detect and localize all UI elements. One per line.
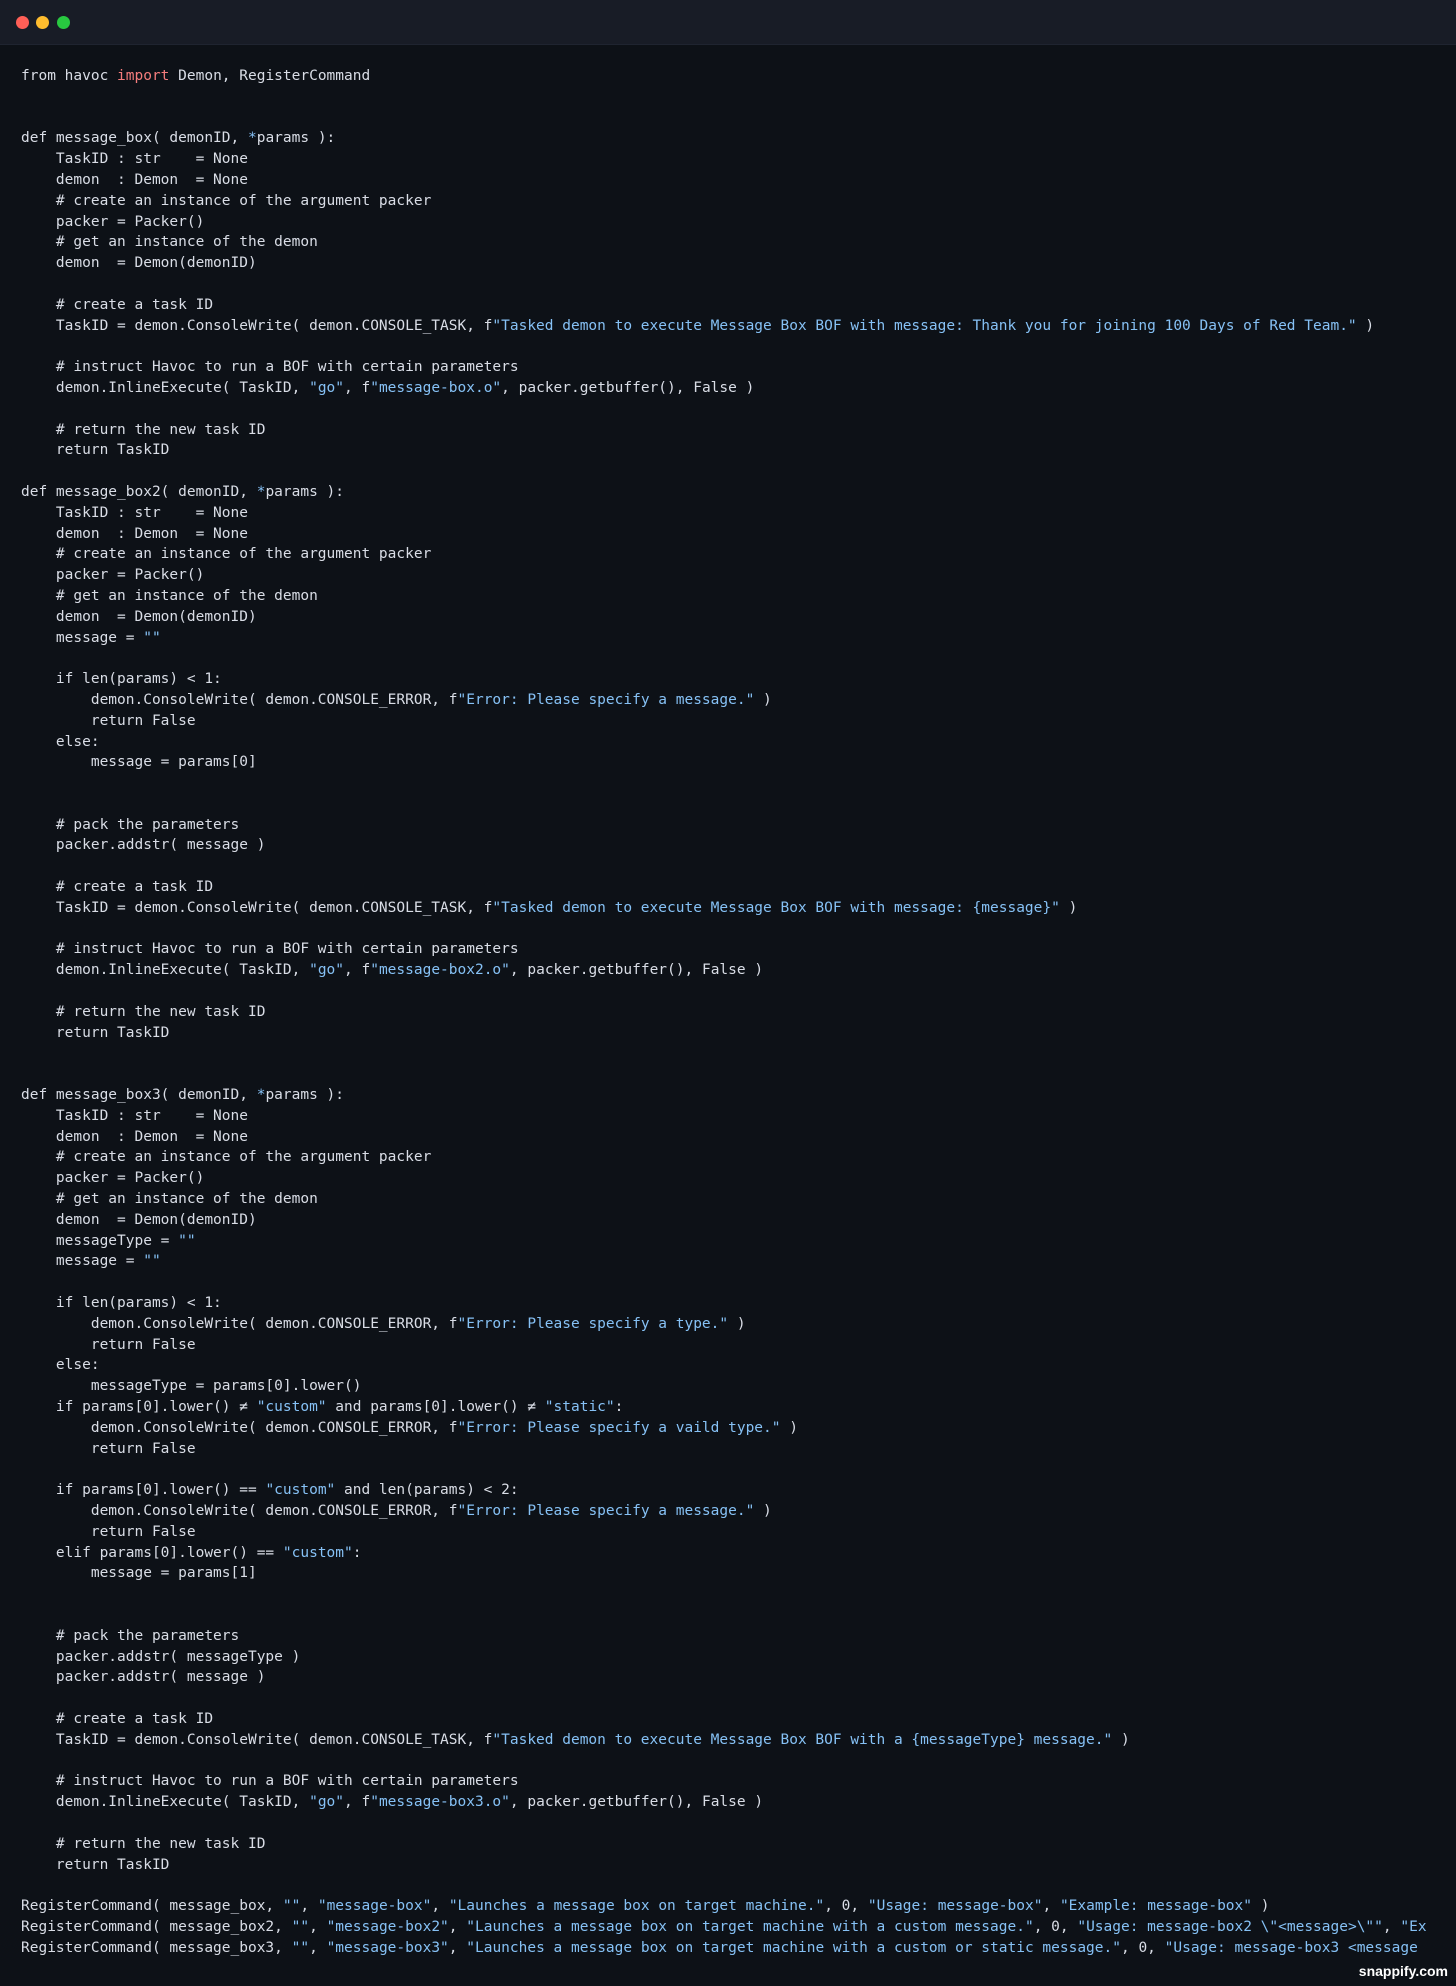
code-text: return False (21, 1440, 196, 1457)
code-text: # pack the parameters (21, 816, 240, 833)
code-line (21, 357, 1456, 378)
code-text: demon.ConsoleWrite( demon.CONSOLE_ERROR, f (21, 1315, 458, 1332)
zoom-button[interactable] (57, 16, 70, 29)
code-string: "" (143, 1253, 161, 1270)
code-line (21, 1043, 1456, 1064)
code-text: TaskID : str = None (21, 151, 248, 168)
code-text: if params[0].lower() == (21, 1482, 266, 1499)
code-operator: * (256, 1087, 266, 1104)
code-line (21, 316, 1456, 337)
code-text: TaskID = demon.ConsoleWrite( demon.CONSOLE_TASK, f (21, 317, 493, 334)
code-string: "custom" (265, 1482, 336, 1499)
code-line (21, 1335, 1456, 1356)
code-line (21, 87, 1456, 108)
code-line (21, 773, 1456, 794)
code-line (21, 66, 1456, 87)
code-text: # return the new task ID (21, 1003, 266, 1020)
code-text: , packer.getbuffer(), False ) (509, 1794, 764, 1811)
code-line (21, 1647, 1456, 1668)
code-text: # instruct Havoc to run a BOF with certain parameters (21, 1773, 519, 1790)
code-line (21, 628, 1456, 649)
code-text: , (448, 1918, 467, 1935)
code-text: and len(params) < 2: (335, 1482, 519, 1499)
code-line (21, 1376, 1456, 1397)
code-line (21, 1397, 1456, 1418)
code-text: return TaskID (21, 442, 170, 459)
code-line (21, 1709, 1456, 1730)
code-line (21, 503, 1456, 524)
code-text: packer.addstr( message ) (21, 1669, 266, 1686)
code-line (21, 981, 1456, 1002)
code-string: "static" (544, 1399, 615, 1415)
code-string: "Usage: message-box3 <message (1164, 1939, 1418, 1956)
code-text: params ): (265, 483, 345, 500)
code-line (21, 565, 1456, 586)
code-line (21, 1023, 1456, 1044)
code-line (21, 1251, 1456, 1272)
code-string: "message-box2" (326, 1918, 449, 1935)
code-line (21, 1459, 1456, 1480)
code-text: , (309, 1918, 327, 1935)
code-text: else: (21, 733, 100, 750)
code-text: params ): (265, 1087, 345, 1104)
code-line (21, 752, 1456, 773)
code-text: packer = Packer() (21, 567, 205, 584)
code-text: # get an instance of the demon (21, 1191, 318, 1208)
code-text: demon.ConsoleWrite( demon.CONSOLE_ERROR, f (21, 1502, 458, 1519)
code-line (21, 482, 1456, 503)
code-line (21, 170, 1456, 191)
code-string: "Error: Please specify a message." (457, 1502, 755, 1519)
code-text: RegisterCommand( message_box2, (21, 1918, 292, 1935)
code-text: # create a task ID (21, 1710, 214, 1727)
code-text: ) (1059, 899, 1078, 916)
code-line (21, 1543, 1456, 1564)
code-string: "custom" (282, 1544, 353, 1561)
code-text: TaskID = demon.ConsoleWrite( demon.CONSOLE_TASK, f (21, 899, 493, 916)
code-text: , (448, 1939, 467, 1956)
code-text: demon = Demon(demonID) (21, 608, 257, 625)
code-text: elif params[0].lower() == (21, 1544, 283, 1561)
code-text: , packer.getbuffer(), False ) (501, 379, 755, 396)
code-line (21, 815, 1456, 836)
code-text: , 0, (1033, 1918, 1078, 1935)
code-string: "Launches a message box on target machine with a custom or static message." (466, 1939, 1121, 1956)
code-line (21, 1210, 1456, 1231)
code-string: "Usage: message-box" (867, 1898, 1043, 1915)
code-line (21, 1064, 1456, 1085)
code-line (21, 440, 1456, 461)
code-line (21, 732, 1456, 753)
code-line (21, 711, 1456, 732)
code-line (21, 919, 1456, 940)
code-text: if len(params) < 1: (21, 671, 222, 688)
code-string: "Error: Please specify a message." (457, 691, 755, 708)
code-line (21, 212, 1456, 233)
code-string: "" (282, 1898, 301, 1915)
code-text: , (431, 1898, 449, 1915)
window-titlebar (0, 0, 1456, 45)
code-string: "Error: Please specify a type." (457, 1315, 729, 1332)
code-text: message = params[0] (21, 754, 257, 771)
code-line (21, 690, 1456, 711)
code-line (21, 648, 1456, 669)
code-text: ) (754, 1502, 772, 1519)
code-keyword: import (117, 68, 170, 84)
code-text: demon.ConsoleWrite( demon.CONSOLE_ERROR, f (21, 1419, 458, 1436)
code-text: demon = Demon(demonID) (21, 1211, 257, 1228)
code-line (21, 336, 1456, 357)
code-line (21, 1480, 1456, 1501)
code-text: Demon, RegisterCommand (169, 68, 371, 84)
code-text: TaskID = demon.ConsoleWrite( demon.CONSOLE_TASK, f (21, 1731, 493, 1748)
code-text: # create an instance of the argument packer (21, 1149, 432, 1166)
code-line (21, 1563, 1456, 1584)
code-line (21, 1147, 1456, 1168)
code-text: , f (344, 379, 371, 396)
minimize-button[interactable] (36, 16, 49, 29)
code-line (21, 586, 1456, 607)
code-text: # create an instance of the argument packer (21, 192, 432, 209)
code-line (21, 1314, 1456, 1335)
code-text: def message_box( demonID, (21, 130, 248, 147)
code-text: if params[0].lower() ≠ (21, 1399, 257, 1415)
code-string: "Tasked demon to execute Message Box BOF with a {messageType} message." (492, 1731, 1113, 1748)
code-line (21, 669, 1456, 690)
code-line (21, 1231, 1456, 1252)
code-line (21, 232, 1456, 253)
code-text: # create an instance of the argument packer (21, 546, 432, 563)
code-text: else: (21, 1357, 100, 1374)
code-line (21, 1584, 1456, 1605)
code-line (21, 1875, 1456, 1896)
watermark: snappify.com (1358, 1963, 1448, 1979)
code-line (21, 378, 1456, 399)
code-text: messageType = params[0].lower() (21, 1378, 362, 1395)
code-text: ) (1356, 317, 1375, 334)
code-text: ) (1252, 1898, 1270, 1915)
code-line (21, 544, 1456, 565)
code-string: "Example: message-box" (1059, 1898, 1252, 1915)
code-text: ) (1112, 1731, 1130, 1748)
code-line (21, 1730, 1456, 1751)
code-line (21, 191, 1456, 212)
code-text: , (1042, 1898, 1060, 1915)
code-line (21, 1667, 1456, 1688)
code-line (21, 607, 1456, 628)
code-line (21, 1917, 1456, 1938)
code-string: "Ex (1400, 1918, 1427, 1935)
code-text: : (352, 1544, 362, 1561)
code-text: if len(params) < 1: (21, 1295, 222, 1312)
code-text: , f (344, 1794, 371, 1811)
code-string: "message-box2.o" (370, 962, 510, 979)
code-text: , (309, 1939, 327, 1956)
code-string: "Launches a message box on target machine with a custom message." (466, 1918, 1034, 1935)
code-line (21, 835, 1456, 856)
code-text: # create a task ID (21, 879, 214, 896)
code-text: # pack the parameters (21, 1627, 240, 1644)
code-line (21, 295, 1456, 316)
code-string: "Error: Please specify a vaild type." (457, 1419, 781, 1436)
code-text: packer = Packer() (21, 1170, 205, 1187)
code-text: def message_box2( demonID, (21, 483, 257, 500)
code-text: message = (21, 629, 144, 646)
code-line (21, 1189, 1456, 1210)
code-text: messageType = (21, 1232, 179, 1249)
code-string: "go" (309, 1794, 345, 1811)
code-text: , 0, (824, 1898, 868, 1915)
code-line (21, 1085, 1456, 1106)
code-line (21, 1127, 1456, 1148)
code-text: ) (780, 1419, 798, 1436)
code-line (21, 1272, 1456, 1293)
code-line (21, 794, 1456, 815)
code-line (21, 420, 1456, 441)
code-text: return False (21, 1336, 196, 1353)
code-line (21, 461, 1456, 482)
code-operator: * (256, 483, 266, 500)
code-line (21, 1293, 1456, 1314)
code-line (21, 524, 1456, 545)
code-text: demon : Demon = None (21, 1128, 248, 1145)
code-text: return TaskID (21, 1024, 170, 1041)
code-line (21, 1168, 1456, 1189)
code-line (21, 253, 1456, 274)
code-text: from havoc (21, 68, 118, 84)
code-text: # create a task ID (21, 296, 214, 313)
code-text: packer = Packer() (21, 213, 205, 230)
code-line (21, 898, 1456, 919)
code-text: , f (344, 962, 371, 979)
code-line (21, 1605, 1456, 1626)
code-text: # return the new task ID (21, 421, 266, 438)
code-line (21, 1855, 1456, 1876)
code-line (21, 1355, 1456, 1376)
code-text: demon.ConsoleWrite( demon.CONSOLE_ERROR, f (21, 691, 458, 708)
code-string: "Launches a message box on target machine." (448, 1898, 825, 1915)
code-line (21, 128, 1456, 149)
code-line (21, 1813, 1456, 1834)
code-text: TaskID : str = None (21, 1107, 248, 1124)
code-line (21, 149, 1456, 170)
code-line (21, 1792, 1456, 1813)
code-text: def message_box3( demonID, (21, 1087, 257, 1104)
code-line (21, 1938, 1456, 1959)
code-text: and params[0].lower() ≠ (326, 1399, 545, 1415)
code-text: # instruct Havoc to run a BOF with certain parameters (21, 941, 519, 958)
code-text: params ): (256, 130, 336, 147)
code-line (21, 1418, 1456, 1439)
code-line (21, 1439, 1456, 1460)
code-line (21, 1106, 1456, 1127)
code-text: # get an instance of the demon (21, 234, 318, 251)
code-line (21, 399, 1456, 420)
close-button[interactable] (16, 16, 29, 29)
code-text: ) (728, 1315, 746, 1332)
code-line (21, 1834, 1456, 1855)
code-text: RegisterCommand( message_box3, (21, 1939, 292, 1956)
code-block (21, 66, 1456, 1959)
code-line (21, 274, 1456, 295)
code-operator: * (247, 130, 257, 147)
code-string: "Tasked demon to execute Message Box BOF with message: {message}" (492, 899, 1060, 916)
code-string: "Tasked demon to execute Message Box BOF with message: Thank you for joining 100 Days of Red Team." (492, 317, 1357, 334)
code-line (21, 856, 1456, 877)
code-string: "message-box3" (326, 1939, 449, 1956)
code-text: return TaskID (21, 1856, 170, 1873)
code-text: , (300, 1898, 318, 1915)
code-line (21, 877, 1456, 898)
code-line (21, 960, 1456, 981)
code-text: demon = Demon(demonID) (21, 255, 257, 272)
code-text: : (614, 1399, 624, 1415)
code-line (21, 1688, 1456, 1709)
code-string: "message-box.o" (370, 379, 502, 396)
code-line (21, 1002, 1456, 1023)
code-text: , packer.getbuffer(), False ) (509, 962, 764, 979)
code-string: "" (143, 629, 161, 646)
code-string: "Usage: message-box2 \"<message>\"" (1077, 1918, 1383, 1935)
code-text: message = (21, 1253, 144, 1270)
code-text: , 0, (1120, 1939, 1165, 1956)
code-text: packer.addstr( messageType ) (21, 1648, 301, 1665)
code-text: demon : Demon = None (21, 171, 248, 188)
code-string: "" (291, 1939, 310, 1956)
code-line (21, 108, 1456, 129)
code-text: RegisterCommand( message_box, (21, 1898, 283, 1915)
code-line (21, 1896, 1456, 1917)
code-text: demon.InlineExecute( TaskID, (21, 962, 310, 979)
code-string: "go" (309, 379, 345, 396)
code-string: "" (178, 1232, 196, 1249)
code-text: # get an instance of the demon (21, 587, 318, 604)
code-text: TaskID : str = None (21, 504, 248, 521)
code-string: "message-box" (317, 1898, 432, 1915)
code-line (21, 1522, 1456, 1543)
code-text: demon.InlineExecute( TaskID, (21, 1794, 310, 1811)
code-text: return False (21, 1523, 196, 1540)
code-text: packer.addstr( message ) (21, 837, 266, 854)
code-text: # instruct Havoc to run a BOF with certain parameters (21, 359, 519, 376)
code-line (21, 1626, 1456, 1647)
code-string: "go" (309, 962, 345, 979)
code-line (21, 1771, 1456, 1792)
code-string: "message-box3.o" (370, 1794, 510, 1811)
code-text: demon : Demon = None (21, 525, 248, 542)
code-text: message = params[1] (21, 1565, 257, 1582)
code-text: ) (754, 691, 772, 708)
code-string: "" (291, 1918, 310, 1935)
code-line (21, 1751, 1456, 1772)
code-line (21, 939, 1456, 960)
code-text: , (1382, 1918, 1401, 1935)
code-string: "custom" (256, 1399, 327, 1415)
code-text: # return the new task ID (21, 1835, 266, 1852)
code-text: demon.InlineExecute( TaskID, (21, 379, 310, 396)
code-text: return False (21, 712, 196, 729)
code-line (21, 1501, 1456, 1522)
